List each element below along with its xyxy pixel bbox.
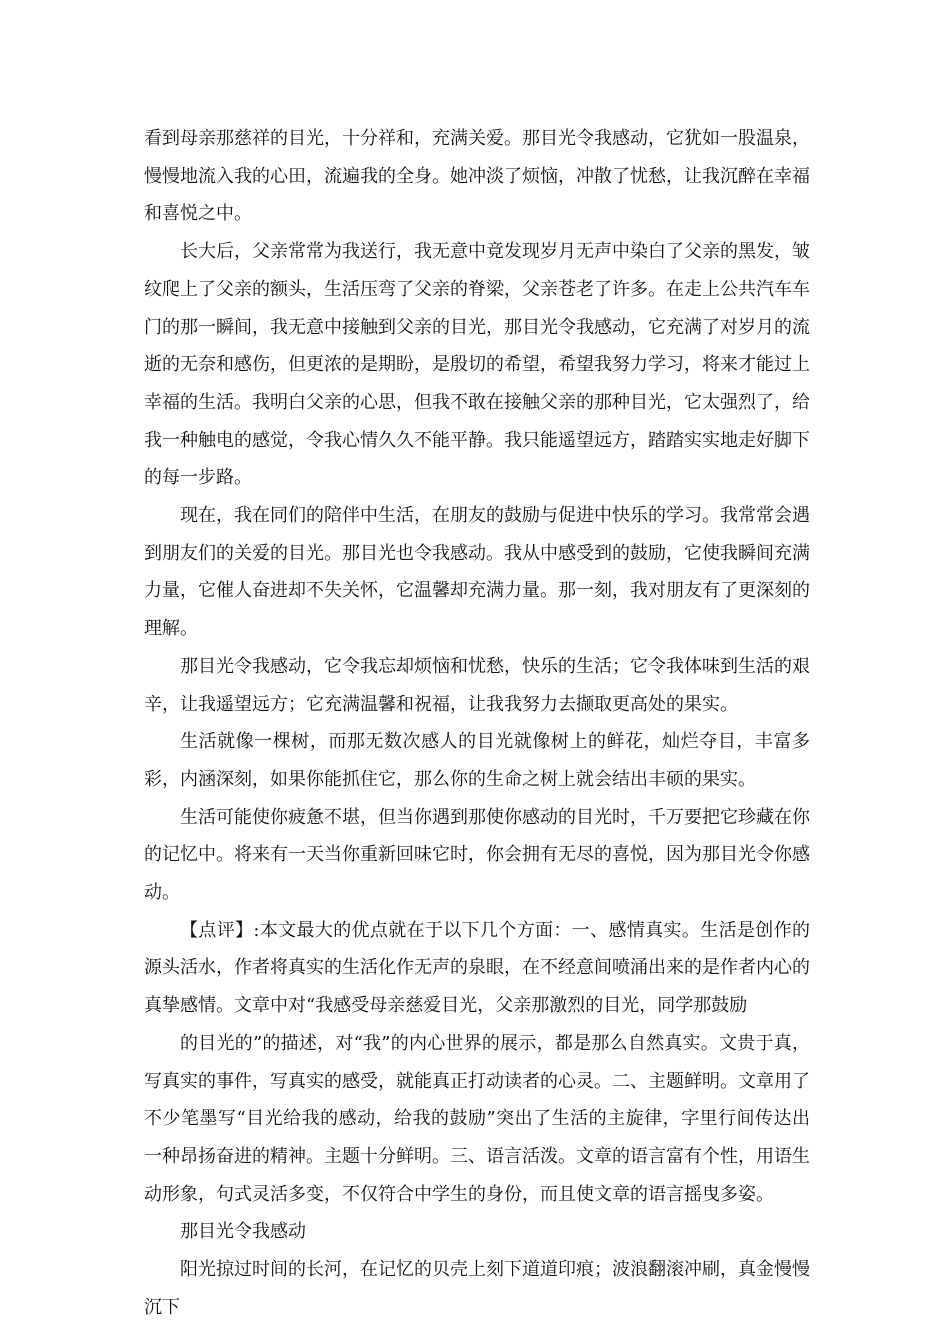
paragraph-commentary-part1: 【点评】:本文最大的优点就在于以下几个方面：一、感情真实。生活是创作的源头活水，作者将真实的生活化作无声的泉眼，在不经意间喷涌出来的是作者内心的真挚感情。文章中对“我感受母亲慈爱目光，父亲那激烈的目光，同学那鼓励 (144, 919, 810, 1017)
paragraph-life-tree: 生活就像一棵树，而那无数次感人的目光就像树上的鲜花，灿烂夺目，丰富多彩，内涵深刻，如果你能抓住它，那么你的生命之树上就会结出丰硕的果实。 (144, 731, 810, 790)
paragraph-treasure-memory: 生活可能使你疲惫不堪，但当你遇到那使你感动的目光时，千万要把它珍藏在你的记忆中。将来有一天当你重新回味它时，你会拥有无尽的喜悦，因为那目光令你感动。 (144, 806, 810, 904)
document-body (144, 120, 810, 1327)
paragraph-father-gaze: 长大后，父亲常常为我送行，我无意中竟发现岁月无声中染白了父亲的黑发，皱纹爬上了父亲的额头，生活压弯了父亲的脊梁，父亲苍老了许多。在走上公共汽车车门的那一瞬间，我无意中接触到父亲的目光，那目光令我感动，它充满了对岁月的流逝的无奈和感伤，但更浓的是期盼，是殷切的希望，希望我努力学习，将来才能过上幸福的生活。我明白父亲的心思，但我不敢在接触父亲的那种目光，它太强烈了，给我一种触电的感觉，令我心情久久不能平静。我只能遥望远方，踏踏实实地走好脚下的每一步路。 (144, 241, 810, 489)
paragraph-new-essay-opening: 阳光掠过时间的长河，在记忆的贝壳上刻下道道印痕；波浪翻滚冲刷，真金慢慢沉下 (144, 1259, 810, 1318)
paragraph-gaze-summary: 那目光令我感动，它令我忘却烦恼和忧愁，快乐的生活；它令我体味到生活的艰辛，让我遥望远方；它充满温馨和祝福，让我我努力去撷取更高处的果实。 (144, 655, 810, 715)
paragraph-mother-gaze: 看到母亲那慈祥的目光，十分祥和，充满关爱。那目光令我感动，它犹如一股温泉，慢慢地流入我的心田，流遍我的全身。她冲淡了烦恼，冲散了忧愁，让我沉醉在幸福和喜悦之中。 (144, 128, 810, 225)
paragraph-commentary-part2: 的目光的”的描述，对“我”的内心世界的展示，都是那么自然真实。文贵于真，写真实的事件，写真实的感受，就能真正打动读者的心灵。二、主题鲜明。文章用了不少笔墨写“目光给我的感动，给我的鼓励”突出了生活的主旋律，字里行间传达出一种昂扬奋进的精神。主题十分鲜明。三、语言活泼。文章的语言富有个性，用语生动形象，句式灵活多变，不仅符合中学生的身份，而且使文章的语言摇曳多姿。 (144, 1032, 810, 1205)
paragraph-friends-gaze: 现在，我在同们的陪伴中生活，在朋友的鼓励与促进中快乐的学习。我常常会遇到朋友们的关爱的目光。那目光也令我感动。我从中感受到的鼓励，它使我瞬间充满力量，它催人奋进却不失关怀，它温馨却充满力量。那一刻，我对朋友有了更深刻的理解。 (144, 505, 810, 640)
essay-title: 那目光令我感动 (180, 1221, 306, 1243)
